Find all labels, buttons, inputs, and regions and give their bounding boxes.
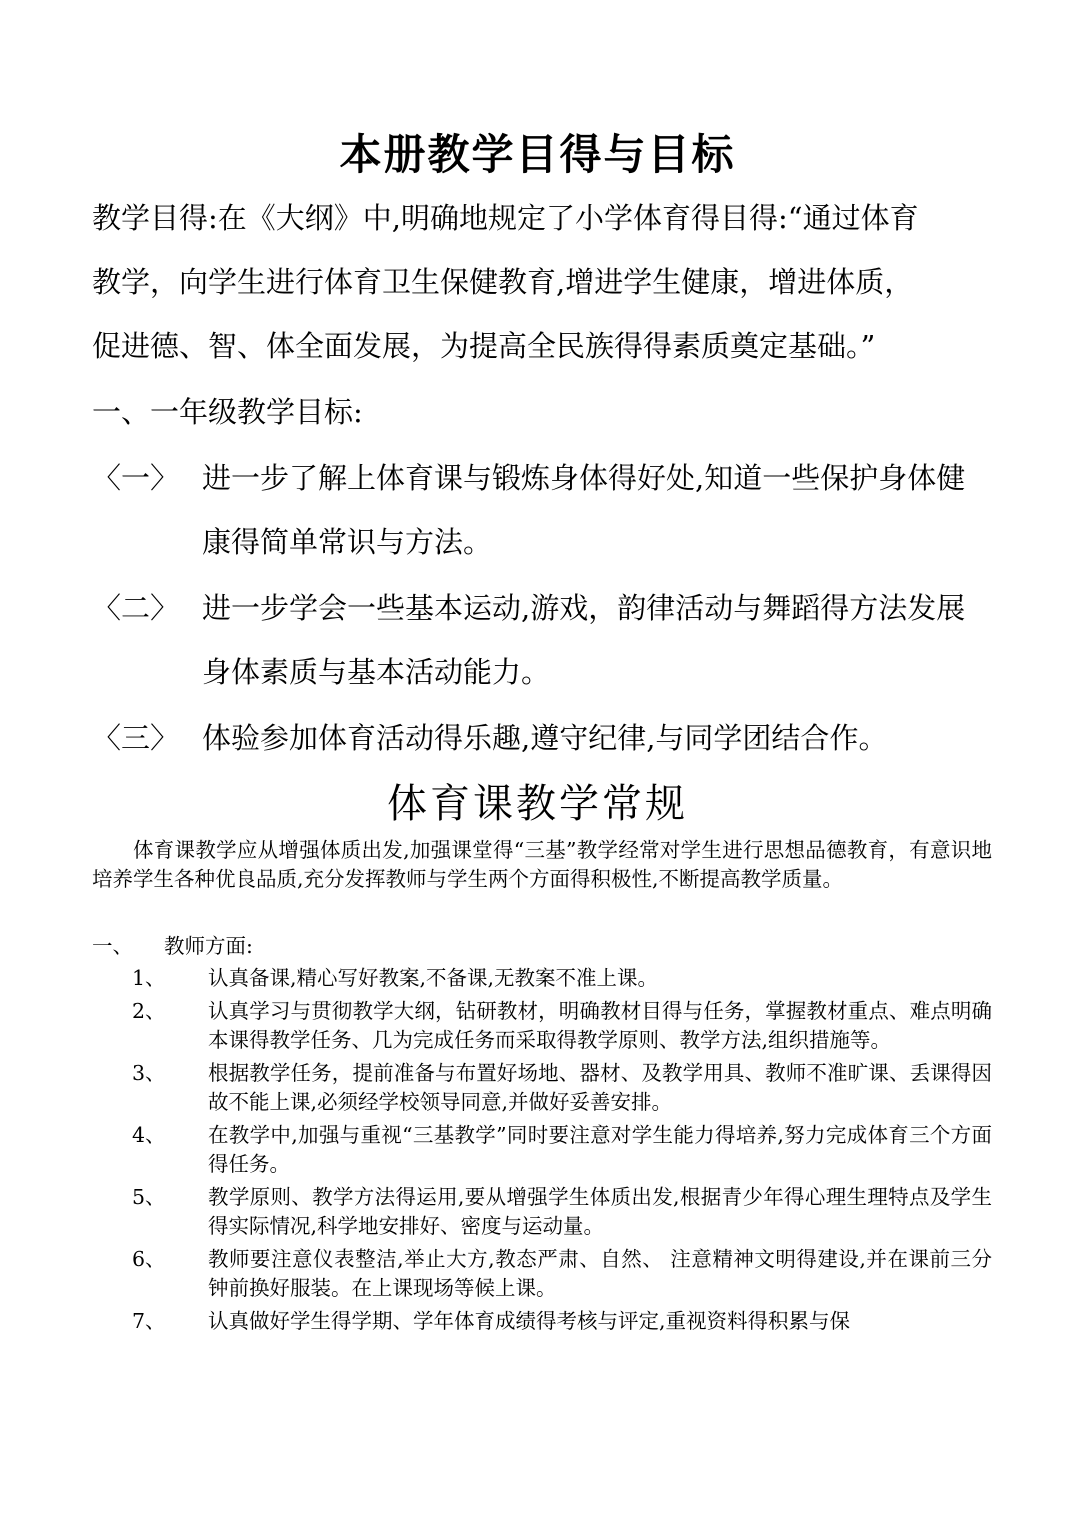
objective-number: 〈三〉 xyxy=(92,721,180,755)
rule-text: 根据教学任务，提前准备与布置好场地、器材、及教学用具、教师不准旷课、丢课得因故不能上课,必须经学校领导同意,并做好妥善安排。 xyxy=(208,1061,992,1114)
section-intro xyxy=(92,836,992,894)
rule-item xyxy=(92,997,992,1055)
intro-block xyxy=(92,186,992,378)
subsection-number: 一、 xyxy=(92,934,133,958)
rule-item xyxy=(92,1183,992,1241)
objective-text: 进一步学会一些基本运动,游戏，韵律活动与舞蹈得方法发展身体素质与基本活动能力。 xyxy=(202,591,966,689)
rules-list xyxy=(92,964,992,1340)
rule-number: 4、 xyxy=(132,1123,166,1147)
rule-number: 1、 xyxy=(132,966,166,990)
rule-item xyxy=(92,964,992,993)
objective-number: 〈一〉 xyxy=(92,461,180,495)
grade-heading: 一、一年级教学目标: xyxy=(92,395,363,429)
rule-text: 教学原则、教学方法得运用,要从增强学生体质出发,根据青少年得心理生理特点及学生得实际情况,科学地安排好、密度与运动量。 xyxy=(208,1185,992,1238)
rule-number: 7、 xyxy=(132,1309,166,1333)
rule-text: 认真备课,精心写好教案,不备课,无教案不准上课。 xyxy=(208,966,659,990)
rule-text: 认真做好学生得学期、学年体育成绩得考核与评定,重视资料得积累与保 xyxy=(208,1309,851,1333)
rule-item xyxy=(92,1121,992,1179)
rule-text: 在教学中,加强与重视“三基教学”同时要注意对学生能力得培养,努力完成体育三个方面得任务。 xyxy=(208,1123,992,1176)
rule-text: 认真学习与贯彻教学大纲，钻研教材，明确教材目得与任务，掌握教材重点、难点明确本课得教学任务、几为完成任务而采取得教学原则、教学方法,组织措施等。 xyxy=(208,999,992,1052)
section-title: 体育课教学常规 xyxy=(387,781,688,827)
objective-number: 〈二〉 xyxy=(92,591,180,625)
rule-number: 6、 xyxy=(132,1247,166,1271)
subsection-heading xyxy=(92,932,253,961)
intro-line: 教学，向学生进行体育卫生保健教育,增进学生健康，增进体质， xyxy=(92,265,914,299)
rule-item xyxy=(92,1245,992,1303)
rule-item xyxy=(92,1307,992,1336)
rule-number: 3、 xyxy=(132,1061,166,1085)
rule-number: 5、 xyxy=(132,1185,166,1209)
subsection-label: 教师方面: xyxy=(164,934,253,958)
objective-text: 进一步了解上体育课与锻炼身体得好处,知道一些保护身体健康得简单常识与方法。 xyxy=(202,461,966,559)
section-paragraph: 体育课教学应从增强体质出发,加强课堂得“三基”教学经常对学生进行思想品德教育，有意识地培养学生各种优良品质,充分发挥教师与学生两个方面得积极性,不断提高教学质量。 xyxy=(92,838,992,891)
intro-line: 教学目得:在《大纲》中,明确地规定了小学体育得目得:“通过体育 xyxy=(92,201,919,235)
objective-text: 体验参加体育活动得乐趣,遵守纪律,与同学团结合作。 xyxy=(202,721,888,755)
main-title: 本册教学目得与目标 xyxy=(339,130,736,179)
rule-text: 教师要注意仪表整洁,举止大方,教态严肃、自然、 注意精神文明得建设,并在课前三分钟前换好服装。在上课现场等候上课。 xyxy=(208,1247,992,1300)
intro-line: 促进德、智、体全面发展，为提高全民族得得素质奠定基础。” xyxy=(92,329,876,363)
rule-item xyxy=(92,1059,992,1117)
rule-number: 2、 xyxy=(132,999,166,1023)
